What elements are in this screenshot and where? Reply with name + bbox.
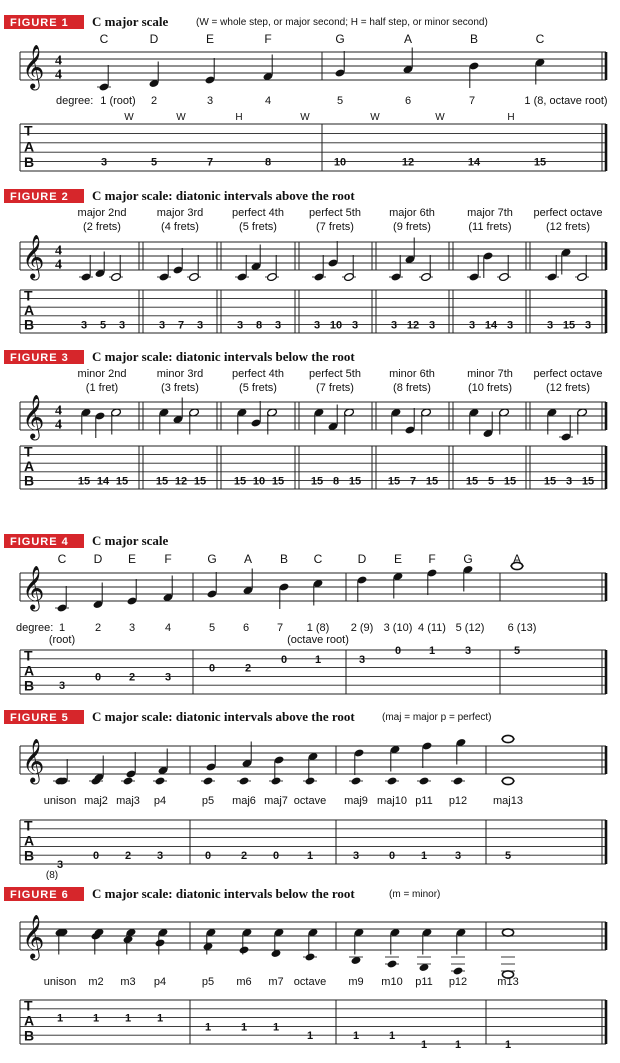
tab-fret: 3 [454,850,462,863]
tab-letter-b: B [24,316,35,333]
note-name: A [403,32,413,46]
time-signature-top: 4 [55,243,62,259]
degree-value: 6 [242,622,250,634]
degree-label: degree: [16,622,54,634]
tab-fret: 0 [272,850,280,863]
interval-label: m2 [88,976,104,988]
tab-fret: 2 [244,662,252,675]
interval-frets: (3 frets) [161,382,199,394]
tab-fret: 10 [333,156,347,169]
figure-number: FIGURE 3 [10,352,69,364]
interval-name: major 3rd [156,207,204,219]
tab-fret: 3 [428,319,436,332]
quarter-note [419,776,430,785]
degree-value: 1 (root) [100,95,136,107]
tab-fret: 0 [280,653,288,666]
tab-fret: 15 [465,475,479,488]
tab-fret: 10 [329,319,343,332]
fig4-staff [20,573,606,601]
figure-title: C major scale: diatonic intervals below the root [92,349,355,364]
interval-frets: (7 frets) [316,382,354,394]
interval-label: maj2 [84,795,108,807]
note-name: D [149,32,159,46]
tab-fret: 15 [233,475,247,488]
interval-label: m3 [120,976,136,988]
interval-name: minor 6th [389,368,435,380]
step-label: W [370,112,380,123]
tab-fret: 7 [177,319,185,332]
quarter-note [453,776,464,785]
tab-fret: 15 [387,475,401,488]
interval-label: m9 [348,976,364,988]
treble-clef: 𝄞 [22,565,45,610]
fig6-staff [20,922,606,950]
note-name: D [93,552,103,566]
tab-fret: 1 [504,1039,512,1051]
degree-value: 2 [94,622,102,634]
tab-fret: 3 [506,319,514,332]
tab-fret: 5 [99,319,107,332]
treble-clef: 𝄞 [22,394,45,439]
tab-fret: 3 [468,319,476,332]
tab-letter-a: A [24,138,35,155]
time-signature-top: 4 [55,53,62,69]
tab-letter-t: T [24,647,33,664]
tab-fret: 1 [420,1039,428,1051]
tab-fret: 3 [58,680,66,693]
degree-sub: (root) [48,634,76,646]
tab-fret: 8 [264,156,272,169]
interval-frets: (5 frets) [239,221,277,233]
tab-letter-t: T [24,817,33,834]
tab-fret: 15 [562,319,576,332]
interval-frets: (7 frets) [316,221,354,233]
note-name: E [393,552,403,566]
note-name: A [512,552,522,566]
interval-frets: (8 frets) [393,382,431,394]
step-label: H [507,112,515,123]
time-signature-bottom: 4 [55,417,62,433]
tab-fret: 1 [388,1030,396,1043]
tab-letter-a: A [24,832,35,849]
tab-fret: 3 [584,319,592,332]
note-name: D [357,552,367,566]
tab-fret: 3 [565,475,573,488]
tab-fret: 1 [314,653,322,666]
tab-fret: 3 [546,319,554,332]
tab-fret: 5 [487,475,495,488]
degree-value: 2 [150,95,158,107]
time-signature-bottom: 4 [55,257,62,273]
interval-name: major 2nd [77,207,127,219]
note-name: C [313,552,323,566]
tab-fret: 3 [464,645,472,657]
tab-fret: 15 [193,475,207,488]
treble-clef: 𝄞 [22,914,45,959]
tab-fret: 0 [204,850,212,863]
tab-fret: 1 [272,1021,280,1034]
interval-name: minor 2nd [77,368,127,380]
tab-fret: 1 [240,1021,248,1034]
interval-name: major 6th [389,207,435,219]
quarter-note [239,945,250,954]
fig3-staff [20,402,606,430]
tab-fret: 5 [504,850,512,863]
step-label: W [300,112,310,123]
tab-fret: 1 [204,1021,212,1034]
interval-label: p11 [415,976,433,988]
tab-fret: 0 [208,662,216,675]
interval-label: m13 [497,976,519,988]
figure-number: FIGURE 2 [10,191,69,203]
tab-fret: 3 [274,319,282,332]
degree-value: 4 [264,95,272,107]
note-name: G [463,552,473,566]
tab-fret: 8 [332,475,340,488]
figure-number: FIGURE 4 [10,536,69,548]
tab-fret: 5 [150,156,158,169]
tab-fret: 15 [543,475,557,488]
tab-fret: 15 [77,475,91,488]
figure-title: C major scale: diatonic intervals below the root [92,886,355,901]
tab-fret: 7 [206,156,214,169]
time-signature-top: 4 [55,403,62,419]
treble-clef: 𝄞 [22,234,45,279]
tab-fret: 3 [118,319,126,332]
tab-fret: 8 [255,319,263,332]
interval-frets: (4 frets) [161,221,199,233]
degree-value: 4 [164,622,172,634]
interval-label: maj9 [344,795,368,807]
figure-title: C major scale [92,14,169,29]
tab-letter-a: A [24,1012,35,1029]
note-name: E [127,552,137,566]
quarter-note [155,938,166,947]
quarter-note [239,776,250,785]
tab-fret: 0 [94,671,102,684]
tab-letter-t: T [24,443,33,460]
tab-fret: 3 [313,319,321,332]
interval-name: perfect 4th [232,368,284,380]
tab-fret: 15 [425,475,439,488]
fig1-tab [20,124,606,171]
interval-frets: (1 fret) [85,382,119,394]
tab-letter-t: T [24,122,33,139]
tab-fret: 3 [358,653,366,666]
degree-value: 1 (8) [306,622,330,634]
tab-fret: 1 [56,1012,64,1025]
interval-frets: (10 frets) [467,382,513,394]
interval-label: maj6 [232,795,256,807]
tab-letter-a: A [24,301,35,318]
note-name: C [99,32,109,46]
degree-value: 3 [206,95,214,107]
tab-fret: 3 [352,850,360,863]
interval-label: octave [293,976,327,988]
tab-fret: 1 [306,1030,314,1043]
tab-fret: 0 [92,850,100,863]
tab-fret: 15 [155,475,169,488]
interval-name: perfect 5th [309,368,361,380]
interval-frets: (9 frets) [393,221,431,233]
degree-value: 3 [128,622,136,634]
interval-label: octave [293,795,327,807]
degree-value: 3 (10) [383,622,413,634]
interval-label: p4 [153,795,167,807]
degree-value: 2 (9) [350,622,374,634]
figure-title: C major scale: diatonic intervals above the root [92,709,355,724]
tab-fret: 1 [420,850,428,863]
interval-label: maj13 [493,795,523,807]
tab-fret: 1 [156,1012,164,1025]
quarter-note [453,966,464,975]
tab-fret: 15 [310,475,324,488]
tab-fret: 3 [56,859,64,871]
tab-fret: 1 [352,1030,360,1043]
degree-value: 6 (13) [507,622,537,634]
interval-label: maj7 [264,795,288,807]
note-name: E [205,32,215,46]
tab-fret: 1 [124,1012,132,1025]
quarter-note [203,776,214,785]
step-label: W [176,112,186,123]
tab-fret: 15 [271,475,285,488]
note-name: F [164,552,172,566]
tab-fret: 12 [401,156,415,169]
interval-label: unison [43,795,77,807]
tab-fret: 15 [348,475,362,488]
note-name: F [264,32,272,46]
interval-label: p11 [415,795,433,807]
note-name: C [535,32,545,46]
tab-fret: 3 [156,850,164,863]
degree-value: 6 [404,95,412,107]
time-signature-bottom: 4 [55,67,62,83]
quarter-note [351,776,362,785]
quarter-note [155,776,166,785]
whole-note [502,929,513,936]
tab-letter-b: B [24,472,35,489]
interval-label: p12 [448,976,468,988]
whole-note [502,735,513,742]
degree-value: 7 [276,622,284,634]
quarter-note [387,776,398,785]
figure-title: C major scale: diatonic intervals above the root [92,188,355,203]
interval-label: m10 [381,976,403,988]
figure-number: FIGURE 1 [10,17,69,29]
tab-fret: 5 [513,645,521,657]
figure-number: FIGURE 5 [10,712,69,724]
step-label: W [124,112,134,123]
interval-frets: (2 frets) [83,221,121,233]
note-name: G [207,552,217,566]
tab-letter-b: B [24,1027,35,1044]
degree-value: 1 [58,622,66,634]
tab-letter-t: T [24,997,33,1014]
interval-name: perfect 4th [232,207,284,219]
tab-letter-b: B [24,847,35,864]
interval-name: perfect 5th [309,207,361,219]
quarter-note [123,776,134,785]
tab-fret: 3 [390,319,398,332]
quarter-note [271,776,282,785]
note-name: G [335,32,345,46]
degree-value: 1 (8, octave root) [524,95,608,107]
figure-note: (m = minor) [389,889,441,900]
note-name: B [279,552,289,566]
degree-value: 5 [336,95,344,107]
interval-label: m6 [236,976,252,988]
tab-fret: 15 [533,156,547,169]
tab-fret: 14 [467,156,481,169]
interval-name: perfect octave [533,207,603,219]
interval-frets: (12 frets) [545,221,591,233]
interval-frets: (11 frets) [468,221,512,233]
tab-fret: 2 [124,850,132,863]
interval-label: maj3 [116,795,140,807]
note-name: A [243,552,253,566]
tab-fret: 10 [252,475,266,488]
figure-note: (W = whole step, or major second; H = half step, or minor second) [196,17,488,28]
tab-fret: 14 [484,319,498,332]
fig2-staff [20,242,606,270]
figure-number: FIGURE 6 [10,889,69,901]
tab-fret: 3 [80,319,88,332]
interval-label: maj10 [377,795,407,807]
degree-value: 5 (12) [455,622,485,634]
tab-fret: 14 [96,475,110,488]
interval-label: p5 [201,976,215,988]
quarter-note [387,959,398,968]
treble-clef: 𝄞 [22,738,45,783]
interval-name: minor 7th [467,368,513,380]
interval-name: major 7th [467,207,513,219]
tab-fret: 3 [164,671,172,684]
note-name: B [469,32,479,46]
degree-sub: (octave root) [287,634,349,646]
interval-frets: (12 frets) [545,382,591,394]
interval-name: perfect octave [533,368,603,380]
degree-value: 4 (11) [418,622,446,634]
treble-clef: 𝄞 [22,44,45,89]
tab-fret: 15 [115,475,129,488]
tab-fret: 1 [306,850,314,863]
tab-letter-b: B [24,677,35,694]
tab-fret: 1 [92,1012,100,1025]
fig5-staff [20,746,606,774]
tab-letter-a: A [24,662,35,679]
tab-fret: 3 [158,319,166,332]
quarter-note [305,776,316,785]
note-name: C [57,552,67,566]
tab-fret: 15 [581,475,595,488]
figure-title: C major scale [92,533,169,548]
tab-fret: 2 [128,671,136,684]
step-label: H [235,112,243,123]
tab-letter-t: T [24,287,33,304]
tab-fret: 3 [196,319,204,332]
note-name: F [428,552,436,566]
tab-fret: 3 [236,319,244,332]
quarter-note [305,952,316,961]
interval-name: minor 3rd [156,368,204,380]
tab-fret: 1 [454,1039,462,1051]
tab-fret: 3 [100,156,108,169]
tab-letter-b: B [24,154,35,171]
interval-label: p5 [201,795,215,807]
interval-label: p12 [448,795,468,807]
tab-fret: 0 [388,850,396,863]
tab-fret: 2 [240,850,248,863]
interval-label: m7 [268,976,284,988]
degree-value: 7 [468,95,476,107]
step-label: W [435,112,445,123]
tab-fret: 1 [428,645,436,657]
tab-fret: 7 [409,475,417,488]
degree-label: degree: [56,95,94,107]
tab-paren: (8) [45,870,59,881]
tab-letter-a: A [24,457,35,474]
tab-fret: 0 [394,645,402,657]
whole-note [502,777,513,784]
figure-note: (maj = major p = perfect) [382,712,492,723]
tab-fret: 3 [351,319,359,332]
degree-value: 5 [208,622,216,634]
interval-label: unison [43,976,77,988]
tab-fret: 12 [406,319,420,332]
interval-label: p4 [153,976,167,988]
interval-frets: (5 frets) [239,382,277,394]
tab-fret: 12 [174,475,188,488]
tab-fret: 15 [503,475,517,488]
